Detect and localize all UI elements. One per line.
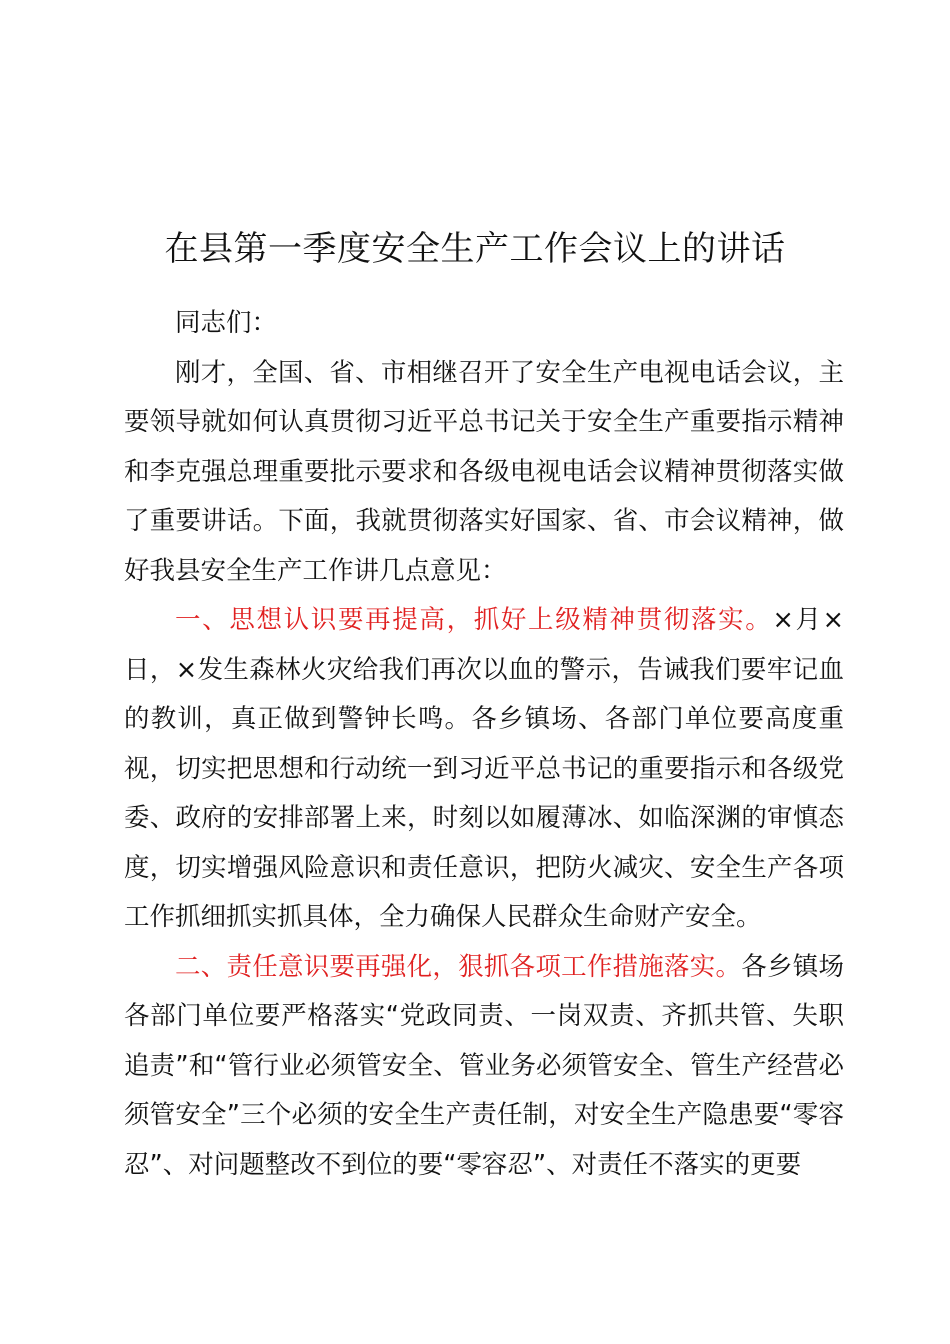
salutation: 同志们： bbox=[175, 308, 278, 338]
paragraph-intro-text: 刚才，全国、省、市相继召开了安全生产电视电话会议，主要领导就如何认真贯彻习近平总书记关于安全生产重要指示精神和李克强总理重要批示要求和各级电视电话会议精神贯彻落实做了重要讲话。下面，我就贯彻落实好国家、省、市会议精神，做好我县安全生产工作讲几点意见： bbox=[124, 357, 844, 586]
section-1-heading: 一、思想认识要再提高，抓好上级精神贯彻落实。 bbox=[175, 605, 773, 635]
section-1-text: ×月×日，×发生森林火灾给我们再次以血的警示，告诫我们要牢记血的教训，真正做到警钟长鸣。各乡镇场、各部门单位要高度重视，切实把思想和行动统一到习近平总书记的重要指示和各级党委、政府的安排部署上来，时刻以如履薄冰、如临深渊的审慎态度，切实增强风险意识和责任意识，把防火减灾、安全生产各项工作抓细抓实抓具体，全力确保人民群众生命财产安全。 bbox=[124, 605, 844, 932]
paragraph-intro bbox=[124, 349, 844, 597]
paragraph-section-1 bbox=[124, 596, 844, 943]
section-2-heading: 二、责任意识要再强化，狠抓各项工作措施落实。 bbox=[175, 951, 742, 982]
paragraph-section-2 bbox=[124, 943, 844, 1191]
document-title: 在县第一季度安全生产工作会议上的讲话 bbox=[164, 229, 786, 269]
document-body bbox=[124, 299, 844, 1190]
section-2-text: 各乡镇场各部门单位要严格落实“党政同责、一岗双责、齐抓共管、失职追责”和“管行业必须管安全、管业务必须管安全、管生产经营必须管安全”三个必须的安全生产责任制，对安全生产隐患要“零容忍”、对问题整改不到位的要“零容忍”、对责任不落实的更要 bbox=[124, 951, 844, 1180]
